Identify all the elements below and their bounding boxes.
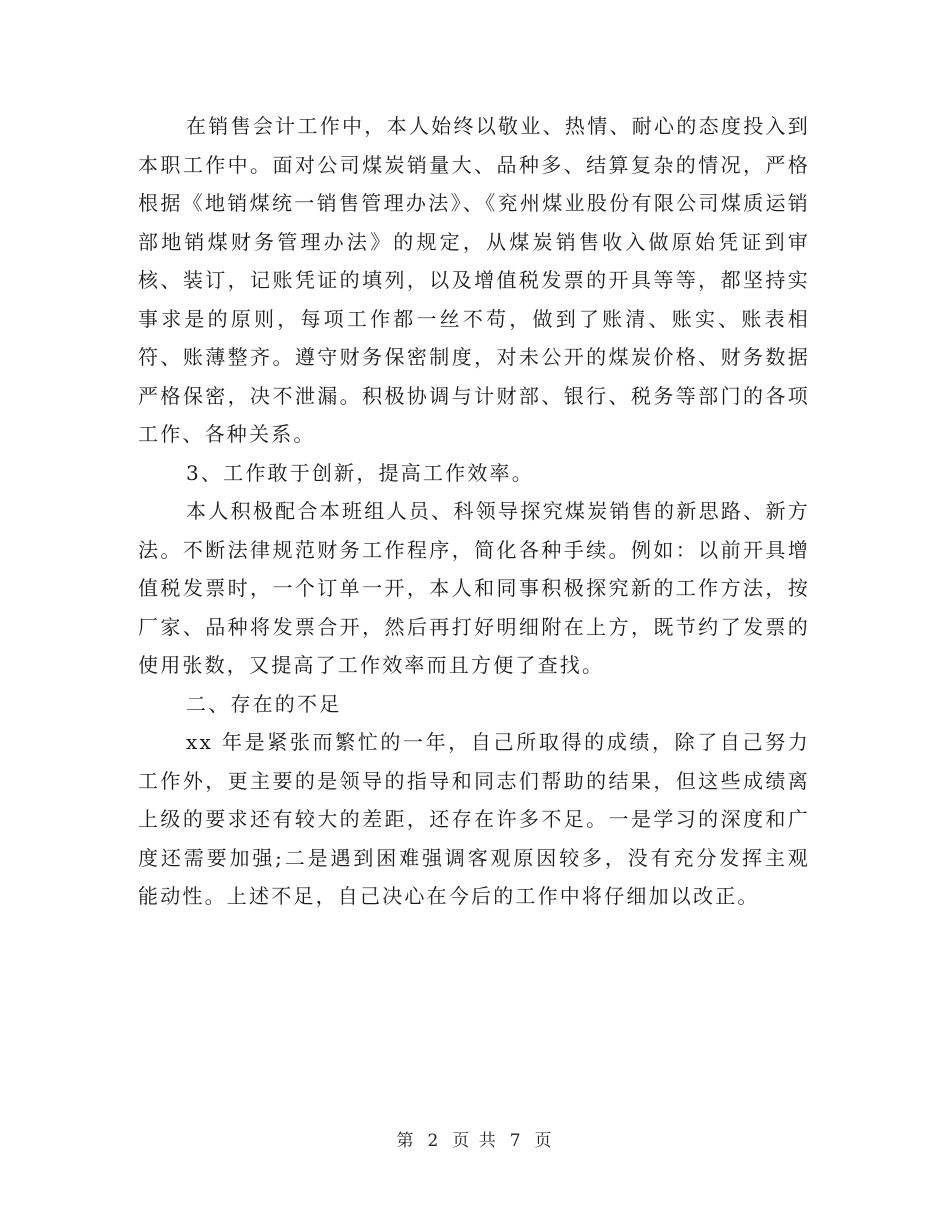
paragraph-shortcomings: xx 年是紧张而繁忙的一年，自己所取得的成绩，除了自己努力工作外，更主要的是领导的指导和同志们帮助的结果，但这些成绩离上级的要求还有较大的差距，还存在许多不足。一是学习的深度和广度还需要加强;二是遇到困难强调客观原因较多，没有充分发挥主观能动性。上述不足，自己决心在今后的工作中将仔细加以改正。 [138,730,810,908]
page-label-suffix: 页 [534,1131,554,1151]
section-heading-shortcomings: 二、存在的不足 [186,691,342,716]
page-label-mid: 页 共 [452,1131,498,1151]
paragraph-innovation: 本人积极配合本班组人员、科领导探究煤炭销售的新思路、新方法。不断法律规范财务工作程序，简化各种手续。例如：以前开具增值税发票时，一个订单一开，本人和同事积极探究新的工作方法，按厂家、品种将发票合开，然后再打好明细附在上方，既节约了发票的使用张数，又提高了工作效率而且方便了查找。 [138,499,810,677]
document-body [138,107,810,916]
page-label-prefix: 第 [396,1131,416,1151]
paragraph-sales-accounting: 在销售会计工作中，本人始终以敬业、热情、耐心的态度投入到本职工作中。面对公司煤炭销量大、品种多、结算复杂的情况，严格根据《地销煤统一销售管理办法》、《兖州煤业股份有限公司煤质运销部地销煤财务管理办法》的规定，从煤炭销售收入做原始凭证到审核、装订，记账凭证的填列，以及增值税发票的开具等等，都坚持实事求是的原则，每项工作都一丝不苟，做到了账清、账实、账表相符、账薄整齐。遵守财务保密制度，对未公开的煤炭价格、财务数据严格保密，决不泄漏。积极协调与计财部、银行、税务等部门的各项工作、各种关系。 [138,114,810,446]
section-heading-innovation: 3、工作敢于创新，提高工作效率。 [186,460,534,485]
page-number-footer [0,1126,950,1151]
total-page-count: 7 [509,1131,523,1151]
current-page-number: 2 [427,1131,441,1151]
